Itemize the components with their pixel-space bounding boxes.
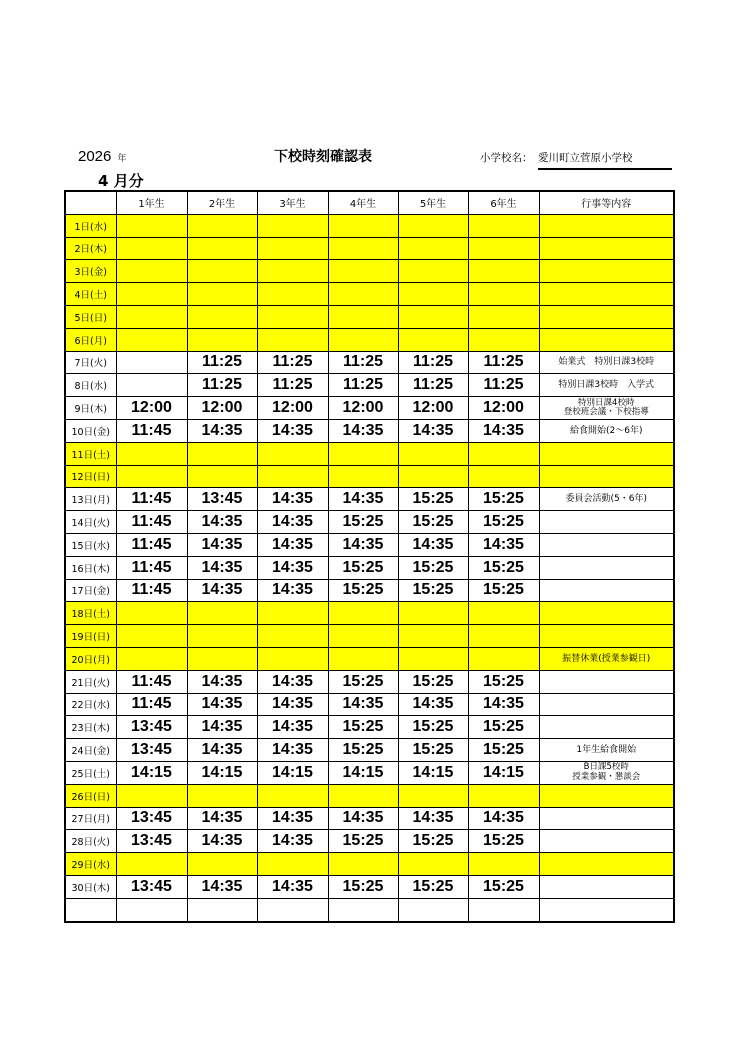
- time-cell-grade-5: [398, 602, 468, 625]
- time-cell-grade-6: 14:15: [468, 761, 539, 784]
- time-cell-grade-2: 14:35: [187, 533, 257, 556]
- header-events: 行事等内容: [539, 191, 674, 214]
- time-cell-grade-3: 14:35: [257, 579, 328, 602]
- time-cell-grade-6: 14:35: [468, 419, 539, 442]
- time-cell-grade-2: 14:35: [187, 807, 257, 830]
- time-cell-grade-4: [328, 305, 398, 328]
- event-note-cell: [539, 214, 674, 237]
- day-cell: 13日(月): [65, 488, 116, 511]
- time-cell-grade-6: 15:25: [468, 579, 539, 602]
- time-cell-grade-5: 15:25: [398, 488, 468, 511]
- time-cell-grade-2: [187, 328, 257, 351]
- table-row: [65, 670, 674, 693]
- time-cell-grade-4: [328, 625, 398, 648]
- event-note-cell: [539, 328, 674, 351]
- header-grade-5: 5年生: [398, 191, 468, 214]
- time-cell-grade-5: [398, 647, 468, 670]
- time-cell-grade-3: [257, 898, 328, 921]
- time-cell-grade-1: 14:15: [116, 761, 187, 784]
- time-cell-grade-6: 15:25: [468, 511, 539, 534]
- time-cell-grade-1: 13:45: [116, 830, 187, 853]
- time-cell-grade-3: 14:35: [257, 875, 328, 898]
- time-cell-grade-5: 15:25: [398, 739, 468, 762]
- time-cell-grade-1: 13:45: [116, 875, 187, 898]
- time-cell-grade-6: [468, 442, 539, 465]
- table-row: [65, 442, 674, 465]
- time-cell-grade-1: [116, 442, 187, 465]
- school-name: 愛川町立菅原小学校: [538, 150, 672, 170]
- header-grade-1: 1年生: [116, 191, 187, 214]
- event-note-cell: [539, 625, 674, 648]
- event-note-cell: [539, 579, 674, 602]
- time-cell-grade-5: [398, 328, 468, 351]
- time-cell-grade-5: [398, 465, 468, 488]
- time-cell-grade-1: 11:45: [116, 579, 187, 602]
- time-cell-grade-4: [328, 647, 398, 670]
- table-row: [65, 328, 674, 351]
- time-cell-grade-4: 11:25: [328, 374, 398, 397]
- time-cell-grade-5: [398, 853, 468, 876]
- time-cell-grade-1: [116, 351, 187, 374]
- time-cell-grade-4: 12:00: [328, 397, 398, 420]
- time-cell-grade-2: [187, 625, 257, 648]
- time-cell-grade-2: [187, 602, 257, 625]
- time-cell-grade-3: [257, 237, 328, 260]
- year-label: [78, 148, 126, 165]
- time-cell-grade-2: [187, 305, 257, 328]
- time-cell-grade-1: 11:45: [116, 511, 187, 534]
- time-cell-grade-2: 14:35: [187, 511, 257, 534]
- dismissal-schedule-table: [64, 190, 675, 923]
- time-cell-grade-5: 15:25: [398, 830, 468, 853]
- time-cell-grade-1: 13:45: [116, 716, 187, 739]
- time-cell-grade-2: [187, 237, 257, 260]
- day-cell: 19日(日): [65, 625, 116, 648]
- time-cell-grade-2: 13:45: [187, 488, 257, 511]
- time-cell-grade-1: [116, 784, 187, 807]
- time-cell-grade-3: [257, 647, 328, 670]
- time-cell-grade-5: 15:25: [398, 579, 468, 602]
- time-cell-grade-3: [257, 260, 328, 283]
- table-row: [65, 761, 674, 784]
- time-cell-grade-1: 11:45: [116, 670, 187, 693]
- time-cell-grade-1: 11:45: [116, 556, 187, 579]
- event-note-cell: [539, 602, 674, 625]
- day-cell: 1日(水): [65, 214, 116, 237]
- time-cell-grade-3: [257, 465, 328, 488]
- time-cell-grade-2: 14:35: [187, 739, 257, 762]
- header-row: [65, 191, 674, 214]
- event-note-cell: 1年生給食開始: [539, 739, 674, 762]
- day-cell: 27日(月): [65, 807, 116, 830]
- time-cell-grade-6: [468, 260, 539, 283]
- time-cell-grade-2: 14:15: [187, 761, 257, 784]
- time-cell-grade-2: [187, 214, 257, 237]
- table-row: [65, 807, 674, 830]
- table-row: [65, 374, 674, 397]
- table-row: [65, 260, 674, 283]
- time-cell-grade-3: [257, 625, 328, 648]
- time-cell-grade-2: [187, 898, 257, 921]
- event-note-cell: [539, 670, 674, 693]
- time-cell-grade-4: 14:15: [328, 761, 398, 784]
- time-cell-grade-3: 14:35: [257, 511, 328, 534]
- time-cell-grade-4: [328, 465, 398, 488]
- time-cell-grade-4: [328, 214, 398, 237]
- time-cell-grade-4: [328, 442, 398, 465]
- time-cell-grade-3: [257, 328, 328, 351]
- time-cell-grade-3: 12:00: [257, 397, 328, 420]
- time-cell-grade-3: 14:35: [257, 830, 328, 853]
- event-note-cell: [539, 693, 674, 716]
- time-cell-grade-4: 15:25: [328, 556, 398, 579]
- time-cell-grade-5: 14:35: [398, 533, 468, 556]
- event-note-cell: [539, 511, 674, 534]
- time-cell-grade-3: [257, 784, 328, 807]
- event-note-cell: [539, 830, 674, 853]
- event-note-cell: [539, 875, 674, 898]
- table-row: [65, 419, 674, 442]
- time-cell-grade-2: [187, 442, 257, 465]
- day-cell: 25日(土): [65, 761, 116, 784]
- time-cell-grade-4: 15:25: [328, 739, 398, 762]
- time-cell-grade-2: 12:00: [187, 397, 257, 420]
- time-cell-grade-6: [468, 602, 539, 625]
- time-cell-grade-3: 14:35: [257, 693, 328, 716]
- time-cell-grade-4: [328, 898, 398, 921]
- time-cell-grade-4: 15:25: [328, 830, 398, 853]
- time-cell-grade-5: 11:25: [398, 374, 468, 397]
- time-cell-grade-6: 15:25: [468, 670, 539, 693]
- time-cell-grade-5: 15:25: [398, 511, 468, 534]
- time-cell-grade-1: [116, 898, 187, 921]
- time-cell-grade-6: 11:25: [468, 374, 539, 397]
- time-cell-grade-1: 11:45: [116, 693, 187, 716]
- day-cell: 14日(火): [65, 511, 116, 534]
- time-cell-grade-3: [257, 214, 328, 237]
- event-note-cell: [539, 556, 674, 579]
- table-row: [65, 830, 674, 853]
- table-row: [65, 693, 674, 716]
- time-cell-grade-4: [328, 283, 398, 306]
- time-cell-grade-3: 14:35: [257, 419, 328, 442]
- event-note-cell: [539, 465, 674, 488]
- event-note-cell: B日課5校時 授業参観・懇談会: [539, 761, 674, 784]
- day-cell: 20日(月): [65, 647, 116, 670]
- day-cell: 16日(木): [65, 556, 116, 579]
- time-cell-grade-1: [116, 625, 187, 648]
- time-cell-grade-4: 11:25: [328, 351, 398, 374]
- time-cell-grade-4: 15:25: [328, 579, 398, 602]
- event-note-cell: [539, 442, 674, 465]
- time-cell-grade-6: 14:35: [468, 807, 539, 830]
- time-cell-grade-2: [187, 283, 257, 306]
- event-note-cell: [539, 283, 674, 306]
- day-cell: 12日(日): [65, 465, 116, 488]
- time-cell-grade-6: [468, 853, 539, 876]
- time-cell-grade-3: 14:35: [257, 716, 328, 739]
- table-row: [65, 647, 674, 670]
- time-cell-grade-5: [398, 625, 468, 648]
- table-row: [65, 214, 674, 237]
- time-cell-grade-6: 14:35: [468, 533, 539, 556]
- time-cell-grade-6: 12:00: [468, 397, 539, 420]
- header-grade-6: 6年生: [468, 191, 539, 214]
- day-cell: 23日(木): [65, 716, 116, 739]
- table-row: [65, 602, 674, 625]
- table-row: [65, 488, 674, 511]
- day-cell: 3日(金): [65, 260, 116, 283]
- time-cell-grade-6: [468, 283, 539, 306]
- table-row: [65, 533, 674, 556]
- time-cell-grade-6: [468, 784, 539, 807]
- time-cell-grade-5: [398, 283, 468, 306]
- time-cell-grade-4: [328, 237, 398, 260]
- table-row: [65, 716, 674, 739]
- day-cell: 18日(土): [65, 602, 116, 625]
- time-cell-grade-3: [257, 305, 328, 328]
- day-cell: 15日(水): [65, 533, 116, 556]
- time-cell-grade-6: 11:25: [468, 351, 539, 374]
- time-cell-grade-2: 14:35: [187, 579, 257, 602]
- table-row: [65, 397, 674, 420]
- table-row: [65, 853, 674, 876]
- time-cell-grade-2: 14:35: [187, 875, 257, 898]
- day-cell: 5日(日): [65, 305, 116, 328]
- time-cell-grade-3: 11:25: [257, 351, 328, 374]
- time-cell-grade-4: 14:35: [328, 419, 398, 442]
- time-cell-grade-4: [328, 260, 398, 283]
- table-row: [65, 305, 674, 328]
- day-cell: 30日(木): [65, 875, 116, 898]
- table-row: [65, 739, 674, 762]
- time-cell-grade-2: 14:35: [187, 670, 257, 693]
- time-cell-grade-5: [398, 214, 468, 237]
- time-cell-grade-2: [187, 465, 257, 488]
- day-cell: 6日(月): [65, 328, 116, 351]
- time-cell-grade-6: [468, 237, 539, 260]
- time-cell-grade-6: [468, 465, 539, 488]
- time-cell-grade-6: 15:25: [468, 739, 539, 762]
- time-cell-grade-1: 11:45: [116, 419, 187, 442]
- time-cell-grade-1: [116, 328, 187, 351]
- time-cell-grade-2: [187, 853, 257, 876]
- table-row: [65, 898, 674, 921]
- time-cell-grade-1: 13:45: [116, 807, 187, 830]
- table-row: [65, 579, 674, 602]
- table-row: [65, 625, 674, 648]
- time-cell-grade-4: 15:25: [328, 511, 398, 534]
- time-cell-grade-2: 11:25: [187, 374, 257, 397]
- time-cell-grade-4: 14:35: [328, 807, 398, 830]
- table-row: [65, 351, 674, 374]
- time-cell-grade-3: 14:35: [257, 556, 328, 579]
- event-note-cell: [539, 716, 674, 739]
- time-cell-grade-4: [328, 602, 398, 625]
- year-value: 2026: [78, 148, 112, 165]
- table-row: [65, 237, 674, 260]
- event-note-cell: [539, 260, 674, 283]
- day-cell: 21日(火): [65, 670, 116, 693]
- time-cell-grade-4: 14:35: [328, 693, 398, 716]
- time-cell-grade-4: [328, 853, 398, 876]
- time-cell-grade-3: 14:35: [257, 739, 328, 762]
- day-cell: 24日(金): [65, 739, 116, 762]
- time-cell-grade-1: [116, 305, 187, 328]
- time-cell-grade-2: 11:25: [187, 351, 257, 374]
- time-cell-grade-5: 14:35: [398, 807, 468, 830]
- event-note-cell: [539, 898, 674, 921]
- time-cell-grade-1: 11:45: [116, 488, 187, 511]
- school-label: 小学校名：: [480, 152, 533, 164]
- time-cell-grade-6: 15:25: [468, 556, 539, 579]
- header-grade-2: 2年生: [187, 191, 257, 214]
- event-note-cell: 振替休業(授業参観日): [539, 647, 674, 670]
- time-cell-grade-3: [257, 283, 328, 306]
- time-cell-grade-4: 15:25: [328, 716, 398, 739]
- time-cell-grade-6: [468, 625, 539, 648]
- month-label: 4 月分: [98, 172, 144, 190]
- table-row: [65, 511, 674, 534]
- time-cell-grade-5: 15:25: [398, 556, 468, 579]
- day-cell: 4日(土): [65, 283, 116, 306]
- time-cell-grade-6: [468, 898, 539, 921]
- time-cell-grade-4: 15:25: [328, 875, 398, 898]
- event-note-cell: 始業式 特別日課3校時: [539, 351, 674, 374]
- time-cell-grade-5: 15:25: [398, 875, 468, 898]
- table-row: [65, 283, 674, 306]
- time-cell-grade-4: 15:25: [328, 670, 398, 693]
- time-cell-grade-5: [398, 442, 468, 465]
- day-cell: 22日(水): [65, 693, 116, 716]
- time-cell-grade-3: 14:35: [257, 807, 328, 830]
- time-cell-grade-1: [116, 283, 187, 306]
- header-grade-4: 4年生: [328, 191, 398, 214]
- time-cell-grade-6: 15:25: [468, 488, 539, 511]
- time-cell-grade-6: 15:25: [468, 830, 539, 853]
- time-cell-grade-1: [116, 602, 187, 625]
- time-cell-grade-6: 15:25: [468, 716, 539, 739]
- day-cell: 17日(金): [65, 579, 116, 602]
- time-cell-grade-3: 11:25: [257, 374, 328, 397]
- event-note-cell: 委員会活動(5・6年): [539, 488, 674, 511]
- time-cell-grade-5: 14:35: [398, 419, 468, 442]
- time-cell-grade-5: 14:35: [398, 693, 468, 716]
- day-cell: 11日(土): [65, 442, 116, 465]
- event-note-cell: 特別日課4校時 登校班会議・下校指導: [539, 397, 674, 420]
- day-cell: 2日(木): [65, 237, 116, 260]
- table-row: [65, 784, 674, 807]
- time-cell-grade-2: 14:35: [187, 419, 257, 442]
- table-row: [65, 465, 674, 488]
- day-cell: 10日(金): [65, 419, 116, 442]
- time-cell-grade-1: [116, 647, 187, 670]
- time-cell-grade-1: [116, 260, 187, 283]
- time-cell-grade-1: [116, 374, 187, 397]
- day-cell: 29日(水): [65, 853, 116, 876]
- time-cell-grade-2: [187, 647, 257, 670]
- time-cell-grade-4: [328, 784, 398, 807]
- time-cell-grade-2: [187, 260, 257, 283]
- day-cell: 8日(水): [65, 374, 116, 397]
- time-cell-grade-3: 14:35: [257, 488, 328, 511]
- time-cell-grade-3: 14:35: [257, 670, 328, 693]
- time-cell-grade-5: [398, 305, 468, 328]
- time-cell-grade-2: 14:35: [187, 556, 257, 579]
- time-cell-grade-2: 14:35: [187, 830, 257, 853]
- time-cell-grade-2: [187, 784, 257, 807]
- time-cell-grade-5: [398, 784, 468, 807]
- table-row: [65, 875, 674, 898]
- time-cell-grade-6: [468, 214, 539, 237]
- time-cell-grade-5: [398, 260, 468, 283]
- time-cell-grade-5: [398, 237, 468, 260]
- event-note-cell: [539, 305, 674, 328]
- event-note-cell: [539, 807, 674, 830]
- time-cell-grade-6: 15:25: [468, 875, 539, 898]
- time-cell-grade-5: 12:00: [398, 397, 468, 420]
- event-note-cell: 給食開始(2～6年): [539, 419, 674, 442]
- document-title: 下校時刻確認表: [274, 149, 372, 165]
- time-cell-grade-5: 14:15: [398, 761, 468, 784]
- time-cell-grade-5: 15:25: [398, 670, 468, 693]
- time-cell-grade-2: 14:35: [187, 693, 257, 716]
- table-row: [65, 556, 674, 579]
- time-cell-grade-1: [116, 853, 187, 876]
- year-unit: 年: [117, 154, 127, 164]
- time-cell-grade-6: [468, 328, 539, 351]
- event-note-cell: [539, 533, 674, 556]
- time-cell-grade-1: [116, 237, 187, 260]
- day-cell: 28日(火): [65, 830, 116, 853]
- time-cell-grade-4: [328, 328, 398, 351]
- event-note-cell: [539, 237, 674, 260]
- time-cell-grade-5: 11:25: [398, 351, 468, 374]
- time-cell-grade-1: [116, 214, 187, 237]
- time-cell-grade-6: [468, 647, 539, 670]
- day-cell: 9日(木): [65, 397, 116, 420]
- event-note-cell: [539, 784, 674, 807]
- event-note-cell: 特別日課3校時 入学式: [539, 374, 674, 397]
- time-cell-grade-4: 14:35: [328, 488, 398, 511]
- time-cell-grade-6: 14:35: [468, 693, 539, 716]
- time-cell-grade-3: 14:15: [257, 761, 328, 784]
- event-note-cell: [539, 853, 674, 876]
- time-cell-grade-5: 15:25: [398, 716, 468, 739]
- day-cell: 7日(火): [65, 351, 116, 374]
- header-corner: [65, 191, 116, 214]
- time-cell-grade-3: [257, 853, 328, 876]
- time-cell-grade-3: [257, 442, 328, 465]
- time-cell-grade-6: [468, 305, 539, 328]
- day-cell: 26日(日): [65, 784, 116, 807]
- time-cell-grade-1: 13:45: [116, 739, 187, 762]
- time-cell-grade-1: 11:45: [116, 533, 187, 556]
- time-cell-grade-1: [116, 465, 187, 488]
- time-cell-grade-1: 12:00: [116, 397, 187, 420]
- time-cell-grade-5: [398, 898, 468, 921]
- header-grade-3: 3年生: [257, 191, 328, 214]
- day-cell: [65, 898, 116, 921]
- time-cell-grade-2: 14:35: [187, 716, 257, 739]
- time-cell-grade-3: 14:35: [257, 533, 328, 556]
- time-cell-grade-3: [257, 602, 328, 625]
- time-cell-grade-4: 14:35: [328, 533, 398, 556]
